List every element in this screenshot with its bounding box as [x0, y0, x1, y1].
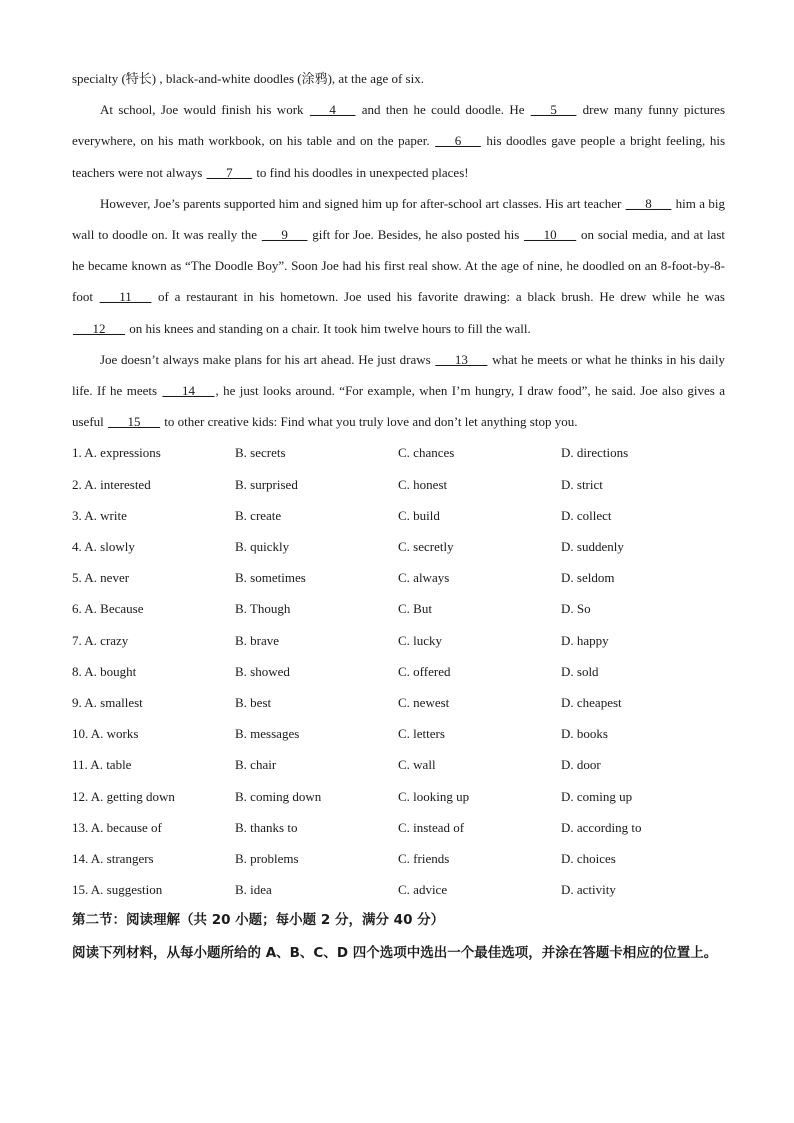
question-row-3 — [72, 500, 725, 531]
exam-page — [72, 63, 725, 968]
option-c: C. But — [398, 601, 432, 617]
option-b: B. sometimes — [235, 570, 306, 586]
passage-paragraph-3 — [72, 344, 725, 438]
option-c: C. always — [398, 570, 450, 586]
passage-text: and then he could doodle. He — [356, 102, 530, 118]
section-title: 第二节：阅读理解（共 20 小题；每小题 2 分，满分 40 分） — [72, 912, 445, 929]
section-instruction: 阅读下列材料，从每小题所给的 A、B、C、D 四个选项中选出一个最佳选项，并涂在答题卡相应的位置上。 — [72, 945, 718, 962]
blank-12: ___12___ — [73, 320, 125, 336]
passage-text: At school, Joe would finish his work — [100, 102, 309, 118]
question-row-13 — [72, 812, 725, 843]
option-a: 5. A. never — [72, 570, 130, 586]
question-row-9 — [72, 687, 725, 718]
option-d: D. seldom — [561, 570, 615, 586]
option-d: D. suddenly — [561, 539, 624, 554]
passage-paragraph-0 — [72, 63, 725, 94]
option-d: D. door — [561, 757, 601, 773]
option-c: C. build — [398, 507, 440, 523]
question-row-6 — [72, 593, 725, 624]
blank-6: ___6___ — [435, 133, 481, 149]
option-d: D. directions — [561, 445, 629, 461]
blank-13: ___13___ — [435, 351, 488, 367]
option-c: C. friends — [398, 850, 450, 866]
option-b: B. secrets — [235, 445, 286, 461]
option-a: 7. A. crazy — [72, 632, 129, 648]
option-d: D. cheapest — [561, 694, 622, 710]
question-row-5 — [72, 562, 725, 593]
option-a: 9. A. smallest — [72, 694, 143, 710]
option-a: 15. A. suggestion — [72, 882, 163, 898]
question-row-11 — [72, 749, 725, 780]
question-row-12 — [72, 781, 725, 812]
option-b: B. surprised — [235, 476, 298, 492]
blank-9: ___9___ — [261, 227, 308, 243]
blank-5: ___5___ — [530, 102, 577, 118]
option-b: B. chair — [235, 757, 277, 773]
passage-text: on social media, and at last he became known as “The Doodle Boy”. Soon Joe had his first real show. At the age of nine, he doodled on an 8-foot-by-8-foot — [72, 227, 725, 305]
blank-15: ___15___ — [108, 414, 161, 430]
passage-text: However, Joe’s parents supported him and signed him up for after-school art classes. His art teacher — [100, 195, 625, 211]
option-a: 1. A. expressions — [72, 445, 161, 461]
option-c: C. chances — [398, 445, 455, 461]
blank-10: ___10___ — [524, 227, 577, 243]
option-c: C. wall — [398, 757, 436, 773]
blank-11: ___11___ — [99, 289, 152, 305]
passage-text: specialty (特长) , black-and-white doodles (涂鸦), at the age of six. — [72, 71, 424, 86]
option-b: B. coming down — [235, 788, 322, 804]
question-row-8 — [72, 656, 725, 687]
option-a: 4. A. slowly — [72, 539, 135, 554]
option-c: C. advice — [398, 882, 448, 898]
blank-7: ___7___ — [206, 164, 253, 180]
option-c: C. lucky — [398, 632, 443, 648]
option-d: D. sold — [561, 663, 599, 679]
passage-text: to other creative kids: Find what you truly love and don’t let anything stop you. — [161, 414, 578, 430]
option-b: B. messages — [235, 726, 300, 742]
passage-text: of a restaurant in his hometown. Joe used his favorite drawing: a black brush. He drew while he was — [152, 289, 725, 305]
passage-text: his doodles gave people a bright feeling, his teachers were not always — [72, 133, 726, 180]
passage-text: Joe doesn’t always make plans for his art ahead. He just draws — [100, 351, 435, 367]
option-d: D. choices — [561, 850, 616, 866]
question-row-4 — [72, 531, 725, 562]
option-a: 14. A. strangers — [72, 850, 154, 866]
passage-text: drew many funny pictures everywhere, on his math workbook, on his table and on the paper. — [72, 102, 725, 149]
option-a: 13. A. because of — [72, 819, 162, 835]
passage-text: gift for Joe. Besides, he also posted his — [308, 227, 524, 243]
option-b: B. problems — [235, 850, 299, 866]
passage-text: him a big wall to doodle on. It was really the — [72, 195, 725, 243]
option-b: B. brave — [235, 632, 280, 648]
option-a: 11. A. table — [72, 757, 132, 773]
option-d: D. according to — [561, 819, 642, 835]
option-b: B. Though — [235, 601, 291, 617]
option-d: D. strict — [561, 476, 603, 492]
option-c: C. secretly — [398, 539, 454, 554]
question-options — [72, 437, 725, 905]
passage-paragraph-2 — [72, 188, 725, 344]
option-b: B. thanks to — [235, 819, 298, 835]
question-row-7 — [72, 625, 725, 656]
option-a: 3. A. write — [72, 507, 127, 523]
option-d: D. books — [561, 726, 608, 742]
option-b: B. create — [235, 507, 282, 523]
passage-text: , he just looks around. “For example, when I’m hungry, I draw food”, he said. Joe also gives a useful — [72, 383, 725, 430]
option-c: C. offered — [398, 663, 451, 679]
question-row-1 — [72, 437, 725, 468]
option-d: D. activity — [561, 882, 616, 898]
option-c: C. letters — [398, 726, 445, 742]
option-c: C. newest — [398, 694, 450, 710]
blank-4: ___4___ — [309, 102, 356, 118]
option-c: C. instead of — [398, 819, 465, 835]
passage-text: on his knees and standing on a chair. It took him twelve hours to fill the wall. — [126, 320, 531, 336]
option-c: C. looking up — [398, 788, 470, 804]
option-d: D. happy — [561, 632, 609, 648]
question-row-2 — [72, 469, 725, 500]
option-a: 6. A. Because — [72, 601, 144, 617]
question-row-15 — [72, 874, 725, 905]
blank-14: ___14___ — [162, 383, 215, 399]
passage-text: what he meets or what he thinks in his daily life. If he meets — [72, 351, 725, 399]
option-d: D. coming up — [561, 788, 633, 804]
option-d: D. collect — [561, 507, 612, 523]
question-row-14 — [72, 843, 725, 874]
passage-paragraph-1 — [72, 94, 725, 188]
option-a: 2. A. interested — [72, 476, 151, 492]
passage-text: to find his doodles in unexpected places! — [253, 164, 469, 180]
option-b: B. idea — [235, 882, 272, 898]
option-b: B. best — [235, 694, 272, 710]
option-a: 10. A. works — [72, 726, 139, 742]
option-c: C. honest — [398, 476, 448, 492]
option-b: B. quickly — [235, 539, 290, 554]
option-b: B. showed — [235, 663, 290, 679]
option-a: 12. A. getting down — [72, 788, 175, 804]
option-d: D. So — [561, 601, 591, 617]
question-row-10 — [72, 718, 725, 749]
option-a: 8. A. bought — [72, 663, 137, 679]
blank-8: ___8___ — [625, 195, 672, 211]
